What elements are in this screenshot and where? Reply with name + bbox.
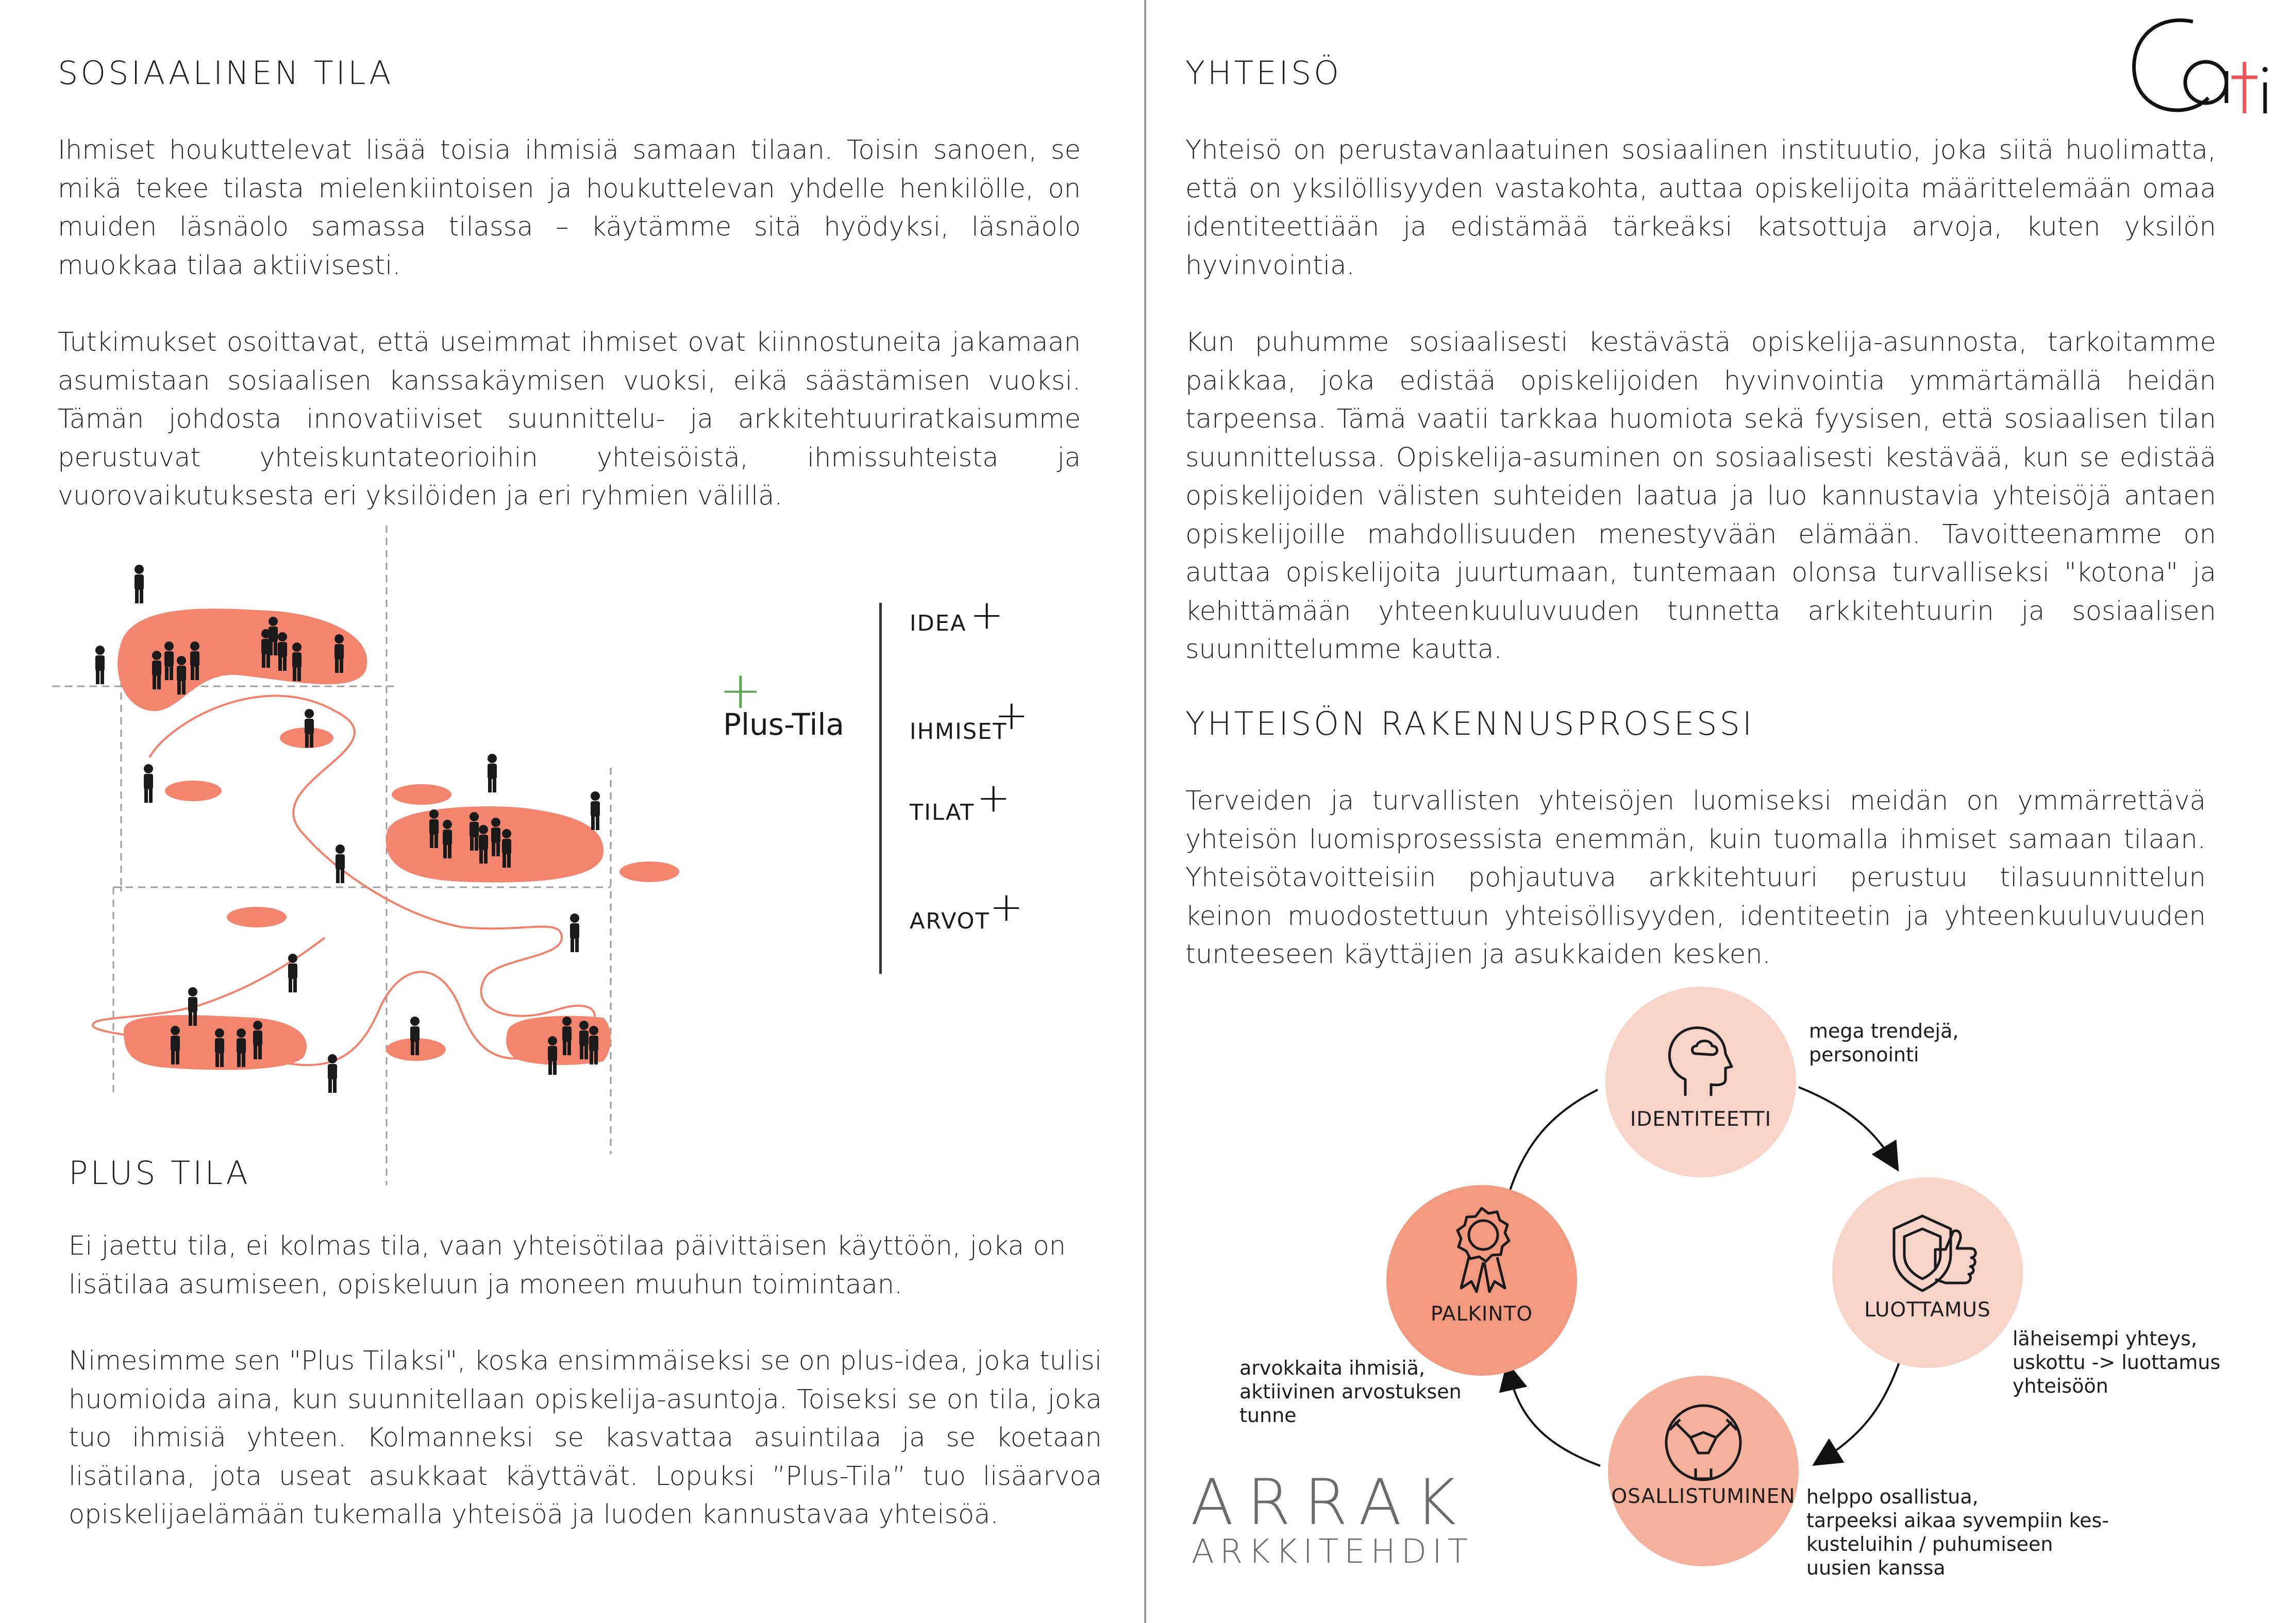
sosiaalinen-tila-paragraph-2: Tutkimukset osoittavat, että useimmat ihmiset ovat kiinnostuneita jakamaan asumistaan sosiaalisen kanssakäymisen vuoksi, eikä säästämisen vuoksi. Tämän johdosta innovatiiviset suunnittelu- ja arkkitehtuuriratkaisumme perustuvat yhteiskuntateorioihin yhteisöistä, ihmissuhteista ja vuorovaikutuksesta eri yksilöiden ja eri ryhmien välillä. [58,327,1081,511]
blob-small-5 [227,907,287,927]
label-osallistuminen: OSALLISTUMINEN [1611,1485,1796,1508]
blob-small-3 [392,784,451,805]
sosiaalinen-tila-heading: SOSIAALINEN TILA [58,54,394,92]
note-osallistuminen-line: kusteluihin / puhumiseen [1806,1533,2053,1556]
note-luottamus-line: uskottu -> luottamus [2013,1351,2221,1374]
plus-tila-paragraph-1: Ei jaettu tila, ei kolmas tila, vaan yhteisötilaa päivittäisen käyttöön, joka on lisätilaa asumiseen, opiskeluun ja moneen muuhun toimintaan. [69,1231,1066,1300]
handshake-circle-icon [1654,1396,1752,1489]
arc-luottamus-osallistuminen [1824,1355,1902,1458]
plus-tila-label: Plus-Tila [723,707,845,742]
cati-logo [2121,10,2275,129]
arrak-logo-sub: ARKKITEHDIT [1192,1533,1473,1571]
blob-small-4 [619,861,679,882]
legend-item-idea: IDEA [910,611,967,636]
cati-logo-a [2185,62,2226,103]
legend-plus-arvot: + [990,884,1024,931]
arc-palkinto-identiteetti [1510,1090,1598,1190]
note-osallistuminen [1806,1485,2109,1580]
legend-item-ihmiset: IHMISET [910,719,1008,745]
arc-osallistuminen-palkinto [1510,1376,1600,1466]
blob-top-left [118,608,367,711]
legend-plus-tilat: + [977,775,1011,821]
trust-shield-thumb-icon [1884,1208,1982,1296]
plus-tila-heading: PLUS TILA [69,1154,250,1192]
label-luottamus: LUOTTAMUS [1864,1298,1991,1322]
plus-tila-paragraph-2: Nimesimme sen "Plus Tilaksi", koska ensimmäiseksi se on plus-idea, joka tulisi huomioida aina, kun suunnitellaan opiskelija-asuntoja. Toiseksi se on tila, joka tuo ihmisiä yhteen. Kolmanneksi se kasvattaa asuintilaa ja se koetaan lisätilana, jota useat asukkaat käyttävät. Lopuksi ”Plus-Tila” tuo lisäarvoa opiskelijaelämään tukemalla yhteisöä ja luoden kannustavaa yhteisöä. [69,1346,1102,1530]
person [488,754,497,792]
legend-bar [879,603,882,974]
plus-tila-diagram [46,515,696,1185]
yhteiso-paragraph-1: Yhteisö on perustavanlaatuinen sosiaalinen instituutio, joka siitä huolimatta, että on yksilöllisyyden vastakohta, auttaa opiskelijoita määrittelemään omaa identiteettiään ja edistämää tärkeäksi katsottuja arvoja, kuten yksilön hyvinvointia. [1185,135,2216,281]
person [135,565,144,603]
note-identiteetti [1809,1019,1958,1067]
legend-plus-ihmiset: + [995,692,1029,739]
note-palkinto-line: aktiivinen arvostuksen [1239,1380,1462,1403]
legend-item-arvot: ARVOT [910,908,990,934]
yhteiso-heading: YHTEISÖ [1185,54,1342,92]
person [570,914,579,952]
note-identiteetti-line: mega trendejä, [1809,1020,1959,1042]
rakennusprosessi-paragraph: Terveiden ja turvallisten yhteisöjen luomiseksi meidän on ymmärrettävä yhteisön luomisprosessista enemmän, kuin tuomalla ihmiset samaan tilaan. Yhteisötavoitteisiin pohjautuva arkkitehtuuri perustuu tilasuunnittelun keinon muodostettuun yhteisöllisyyden, identiteetin ja yhteenkuuluvuuden tunteeseen käyttäjien ja asukkaiden kesken. [1185,786,2206,970]
person [95,646,105,684]
arrak-logo-main: ARRAK [1191,1466,1470,1539]
person [336,844,345,883]
person [548,1036,557,1075]
label-palkinto: PALKINTO [1430,1303,1533,1326]
note-osallistuminen-line: tarpeeksi aikaa syvempiin kes- [1806,1509,2109,1532]
person [591,791,600,830]
page-divider [1144,0,1146,1623]
note-luottamus-line: yhteisöön [2013,1375,2108,1397]
head-cloud-icon [1654,1018,1742,1105]
label-identiteetti: IDENTITEETTI [1630,1108,1772,1131]
note-palkinto [1239,1356,1462,1427]
rakennusprosessi-heading: YHTEISÖN RAKENNUSPROSESSI [1185,705,1755,742]
note-identiteetti-line: personointi [1809,1043,1919,1066]
note-osallistuminen-line: uusien kanssa [1806,1557,1946,1579]
legend-plus-idea: + [970,592,1004,638]
award-rosette-icon [1443,1203,1520,1296]
person [328,1054,337,1093]
note-palkinto-line: arvokkaita ihmisiä, [1239,1357,1426,1379]
diagram-blobs [118,608,679,1070]
yhteiso-paragraph-2: Kun puhumme sosiaalisesti kestävästä opiskelija-asunnosta, tarkoitamme paikkaa, joka edistää opiskelijoiden hyvinvointia ymmärtämällä heidän tarpeensa. Tämä vaatii tarkkaa huomiota sekä fyysisen, että sosiaalisen tilan suunnittelussa. Opiskelija-asuminen on sosiaalisesti kestävää, kun se edistää opiskelijoiden välisten suhteiden laatua ja luo kannustavia yhteisöjä antaen opiskelijoille mahdollisuuden menestyvään elämään. Tavoitteenamme on auttaa opiskelijoita juurtumaan, tuntemaan olonsa turvalliseksi "kotona" ja kehittämään yhteenkuuluvuuden tunnetta arkkitehtuurin ja sosiaalisen suunnittelumme kautta. [1185,327,2216,665]
legend-item-tilat: TILAT [910,800,975,825]
arc-identiteetti-luottamus [1799,1087,1891,1159]
note-luottamus-line: läheisempi yhteys, [2013,1327,2198,1350]
blob-small-2 [165,781,222,801]
note-luottamus [2013,1327,2220,1398]
plus-tila-green-plus: + [719,660,762,720]
sosiaalinen-tila-paragraph-1: Ihmiset houkuttelevat lisää toisia ihmisiä samaan tilaan. Toisin sanoen, se mikä tekee tilasta mielenkiintoisen ja houkuttelevan yhdelle henkilölle, on muiden läsnäolo samassa tilassa – käytämme sitä hyödyksi, läsnäolo muokkaa tilaa aktiivisesti. [58,135,1081,281]
person [288,954,297,992]
person [144,764,153,803]
note-osallistuminen-line: helppo osallistua, [1806,1485,1979,1508]
note-palkinto-line: tunne [1239,1404,1297,1427]
